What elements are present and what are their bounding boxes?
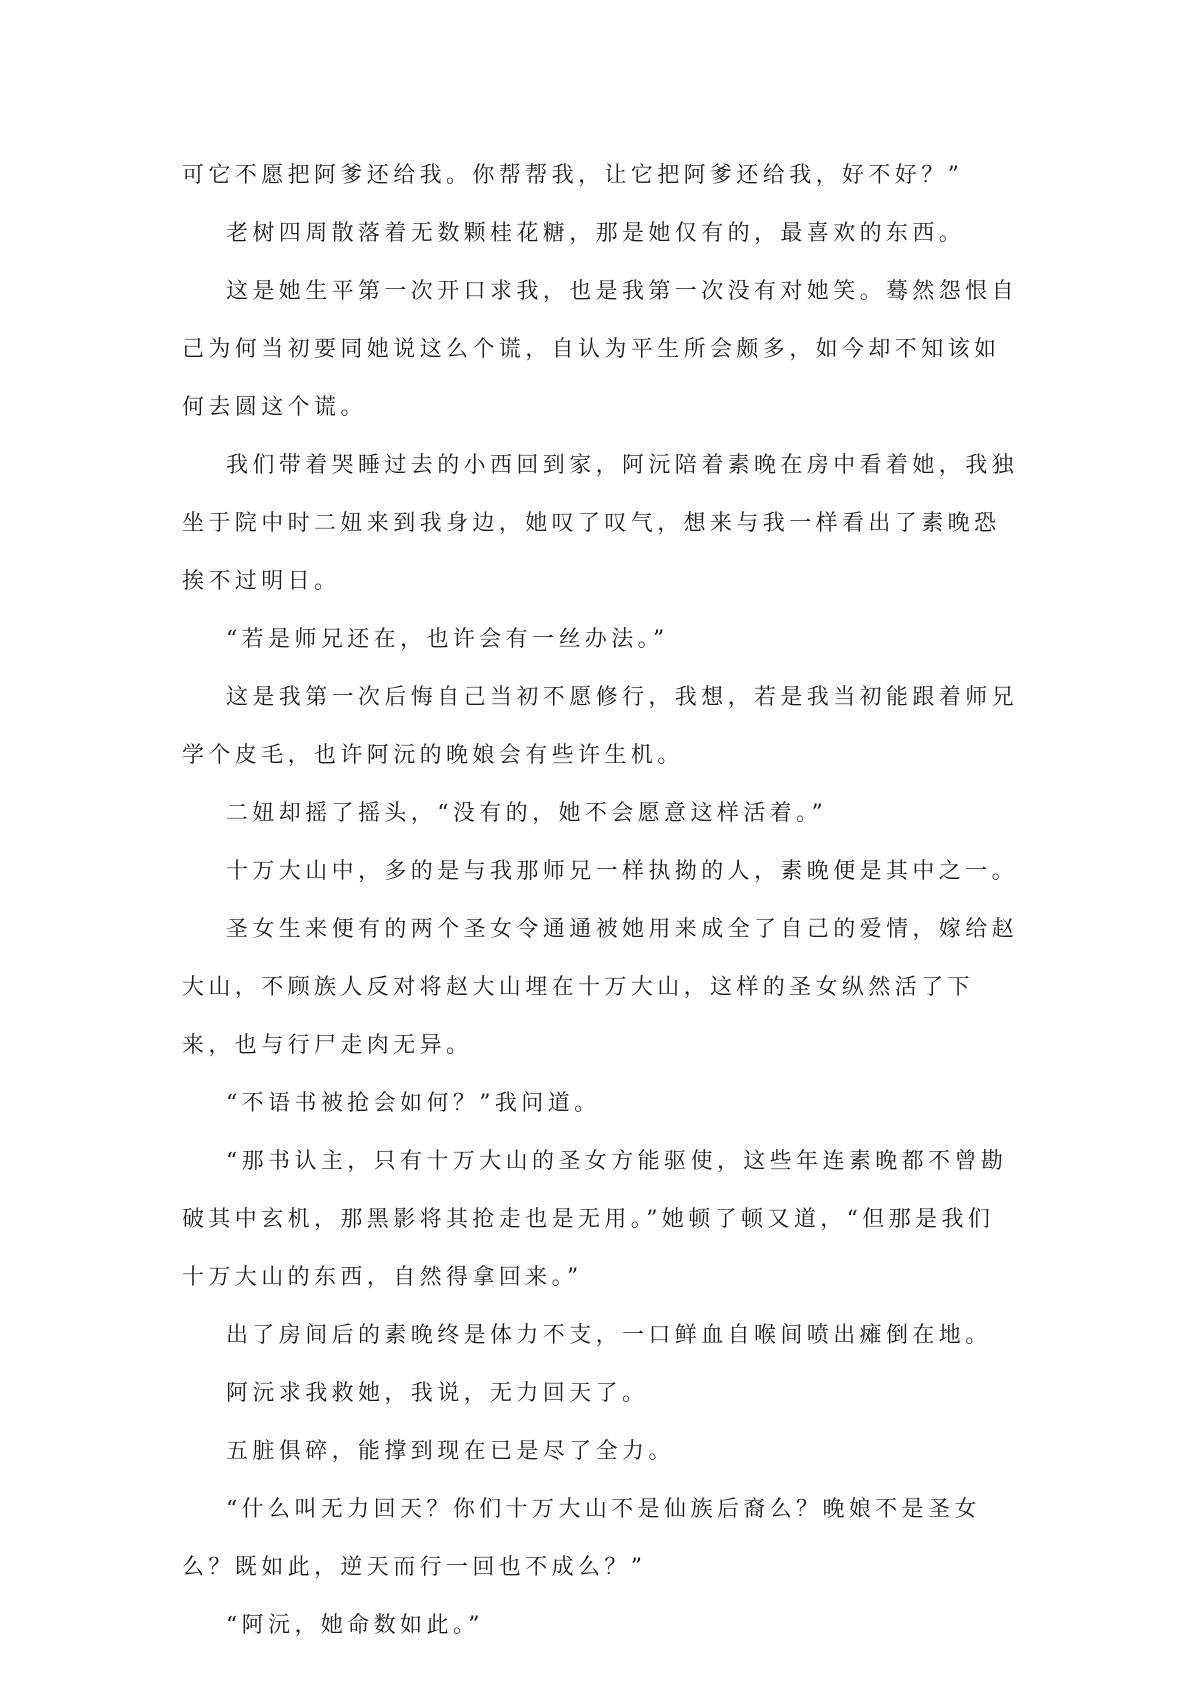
paragraph: 我们带着哭睡过去的小西回到家，阿沅陪着素晚在房中看着她，我独坐于院中时二妞来到我身边，她叹了叹气，想来与我一样看出了素晚恐挨不过明日。 (182, 453, 1019, 594)
paragraph: 十万大山中，多的是与我那师兄一样执拗的人，素晚便是其中之一。 (226, 859, 1019, 884)
paragraph: 五脏俱碎，能撑到现在已是尽了全力。 (226, 1439, 675, 1464)
paragraph: 二妞却摇了摇头，“没有的，她不会愿意这样活着。” (226, 801, 828, 826)
paragraph: 老树四周散落着无数颗桂花糖，那是她仅有的，最喜欢的东西。 (226, 221, 966, 246)
paragraph: “若是师兄还在，也许会有一丝办法。” (226, 627, 669, 652)
paragraph: 这是我第一次后悔自己当初不愿修行，我想，若是我当初能跟着师兄学个皮毛，也许阿沅的晚娘会有些许生机。 (182, 685, 1019, 768)
paragraph: “什么叫无力回天？你们十万大山不是仙族后裔么？晚娘不是圣女么？既如此，逆天而行一回也不成么？” (182, 1497, 981, 1580)
paragraph: “不语书被抢会如何？”我问道。 (226, 1091, 601, 1116)
body-text (182, 147, 1020, 1655)
paragraph: 圣女生来便有的两个圣女令通通被她用来成全了自己的爱情，嫁给赵大山，不顾族人反对将赵大山埋在十万大山，这样的圣女纵然活了下来，也与行尸走肉无异。 (182, 917, 1019, 1058)
paragraph: 出了房间后的素晚终是体力不支，一口鲜血自喉间喷出瘫倒在地。 (226, 1323, 992, 1348)
paragraph: “那书认主，只有十万大山的圣女方能驱使，这些年连素晚都不曾勘破其中玄机，那黑影将其抢走也是无用。”她顿了顿又道，“但那是我们十万大山的东西，自然得拿回来。” (182, 1149, 1008, 1290)
paragraph: “阿沅，她命数如此。” (226, 1613, 484, 1638)
paragraph: 这是她生平第一次开口求我，也是我第一次没有对她笑。蓦然怨恨自己为何当初要同她说这么个谎，自认为平生所会颇多，如今却不知该如何去圆这个谎。 (182, 279, 1019, 420)
paragraph: 阿沅求我救她，我说，无力回天了。 (226, 1381, 649, 1406)
paragraph: 可它不愿把阿爹还给我。你帮帮我，让它把阿爹还给我，好不好？” (182, 163, 964, 188)
